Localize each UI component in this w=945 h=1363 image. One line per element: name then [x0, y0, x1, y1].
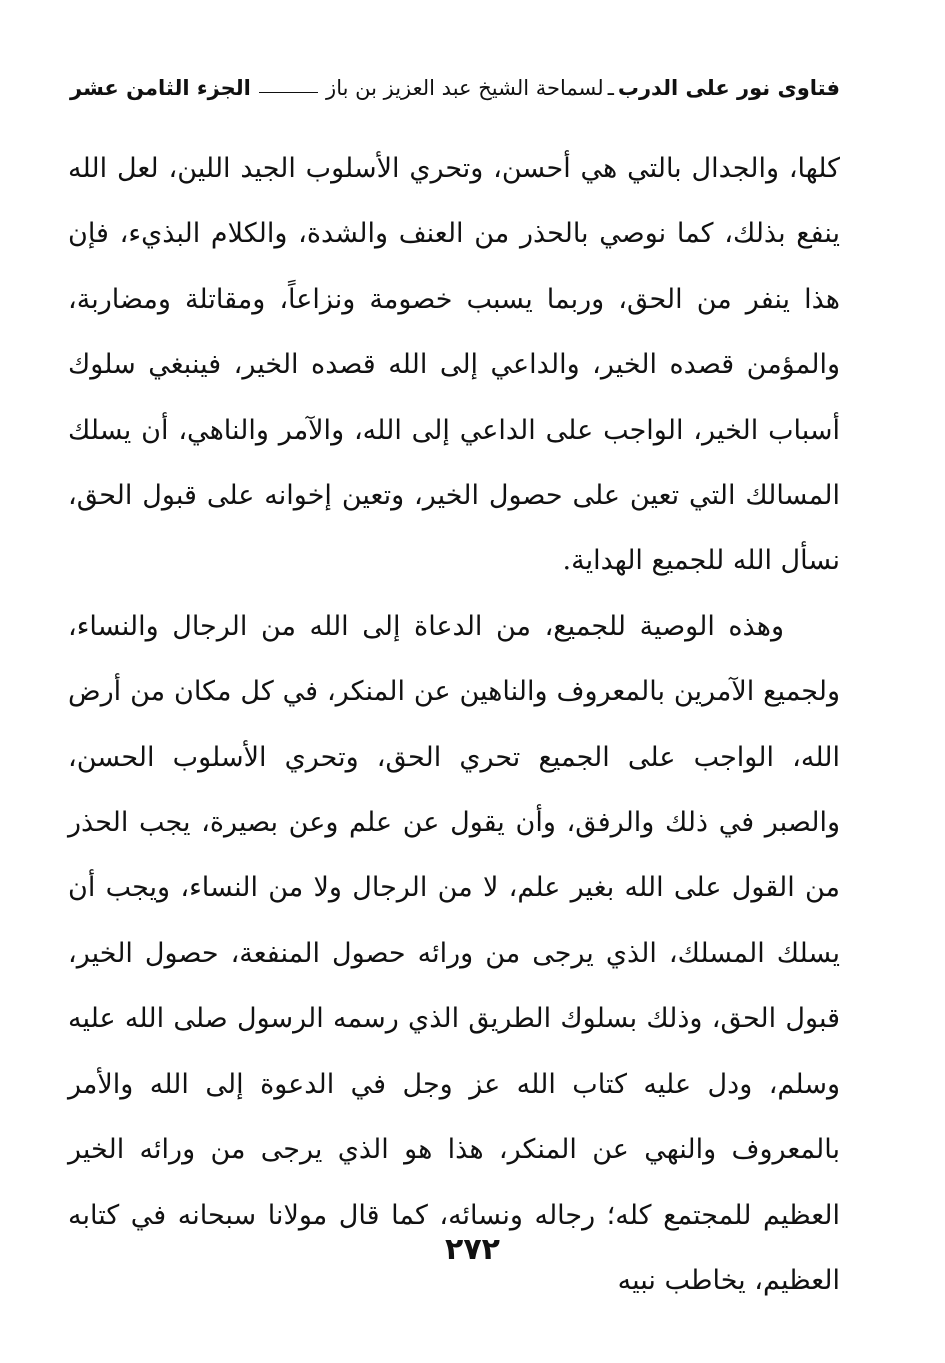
volume-part: الجزء الثامن عشر	[70, 76, 251, 100]
paragraph-2: وهذه الوصية للجميع، من الدعاة إلى الله من الرجال والنساء، ولجميع الآمرين بالمعروف والناهين عن المنكر، في كل مكان من أرض الله، الواجب على الجميع تحري الحق، وتحري الأسلوب الحسن، والصبر في ذلك والرفق، وأن يقول عن علم وعن بصيرة، يجب الحذر من القول على الله بغير علم، لا من الرجال ولا من النساء، ويجب أن يسلك المسلك، الذي يرجى من ورائه حصول المنفعة، حصول الخير، قبول الحق، وذلك بسلوك الطريق الذي رسمه الرسول صلى الله عليه وسلم، ودل عليه كتاب الله عز وجل في الدعوة إلى الله والأمر بالمعروف والنهي عن المنكر، هذا هو الذي يرجى من ورائه الخير العظيم للمجتمع كله؛ رجاله ونسائه، كما قال مولانا سبحانه في كتابه العظيم، يخاطب نبيه	[68, 610, 840, 1296]
book-title: فتاوى نور على الدرب	[617, 76, 840, 100]
header-separator: ـ	[607, 76, 614, 100]
body-text	[68, 136, 840, 1313]
paragraph-1: كلها، والجدال بالتي هي أحسن، وتحري الأسلوب الجيد اللين، لعل الله ينفع بذلك، كما نوصي بالحذر من العنف والشدة، والكلام البذيء، فإن هذا ينفر من الحق، وربما يسبب خصومة ونزاعاً، ومقاتلة ومضاربة، والمؤمن قصده الخير، والداعي إلى الله قصده الخير، فينبغي سلوك أسباب الخير، الواجب على الداعي إلى الله، والآمر والناهي، أن يسلك المسالك التي تعين على حصول الخير، وتعين إخوانه على قبول الحق، نسأل الله للجميع الهداية.	[68, 153, 840, 577]
page-number: ٢٧٢	[445, 1232, 500, 1267]
running-header	[70, 68, 840, 108]
header-rule	[259, 92, 318, 93]
author-line: لسماحة الشيخ عبد العزيز بن باز	[326, 76, 604, 100]
